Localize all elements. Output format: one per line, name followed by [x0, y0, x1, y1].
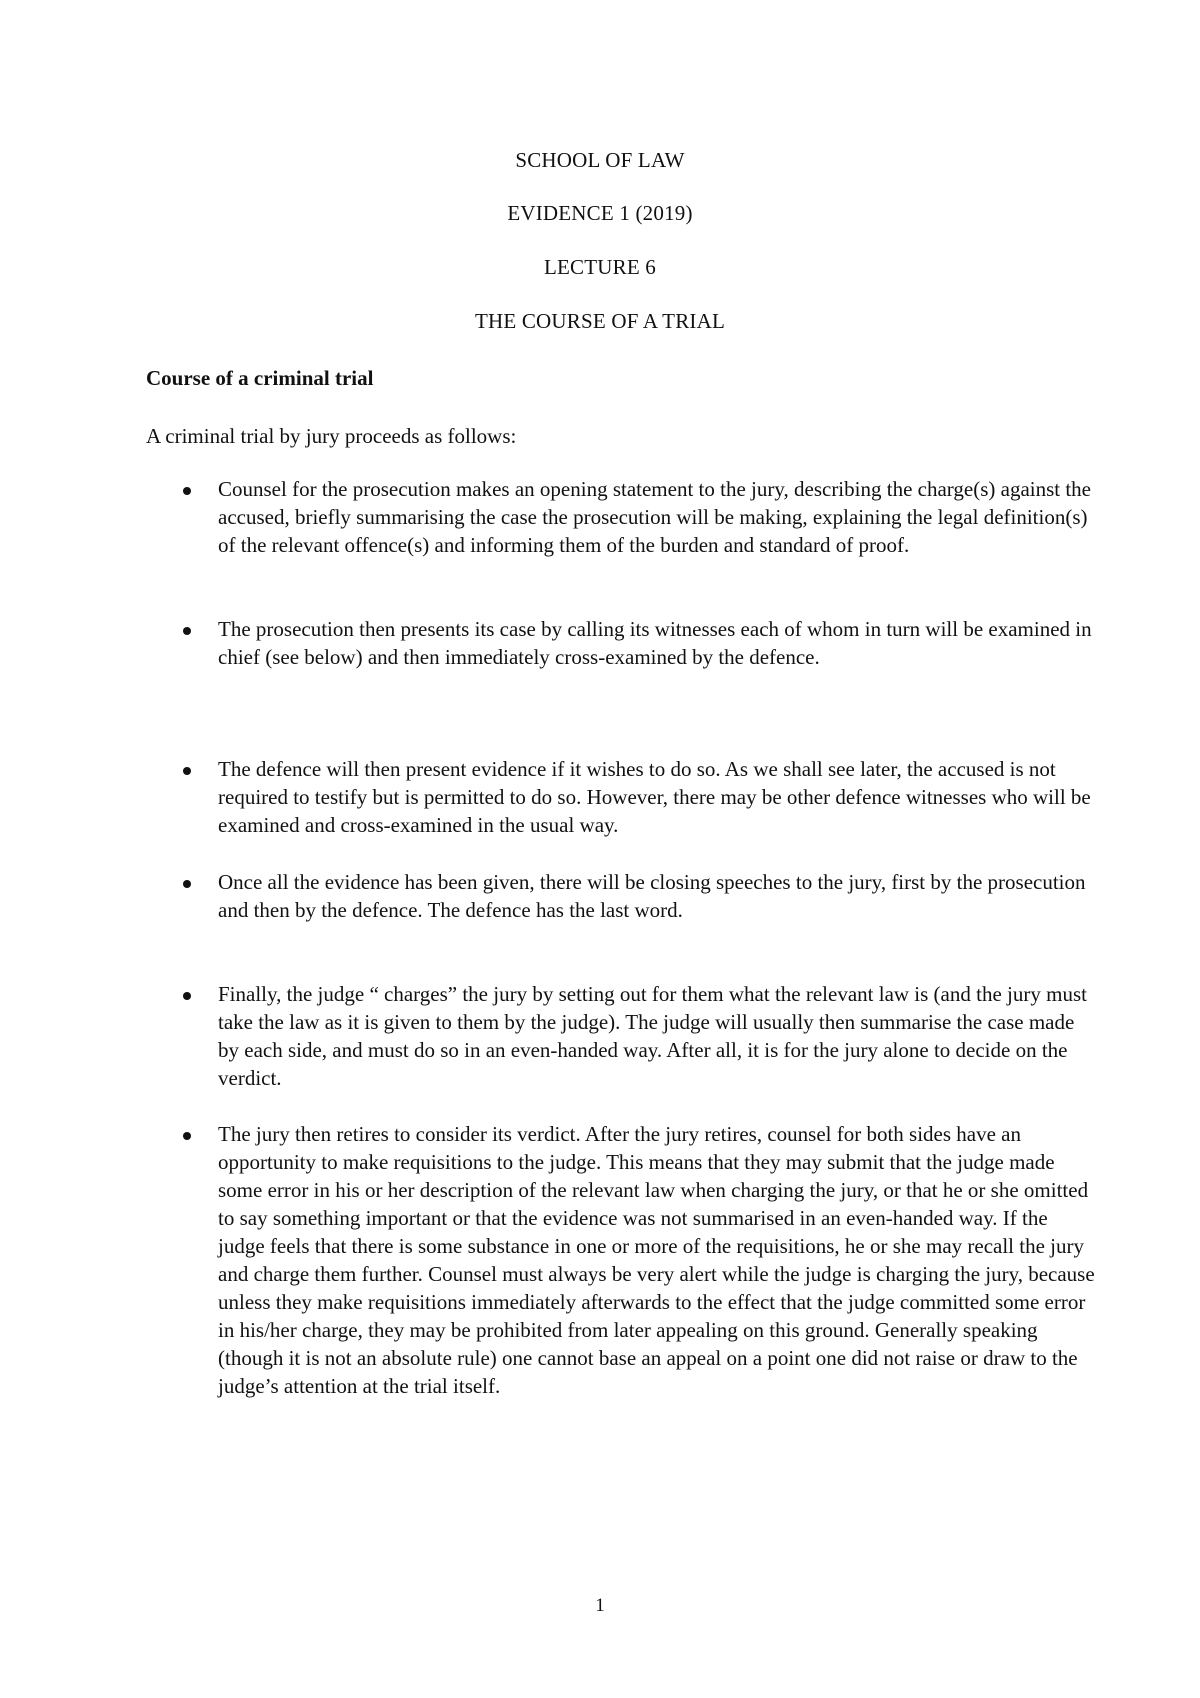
list-item-text: The defence will then present evidence if it wishes to do so. As we shall see later, the accused is not required to testify but is permitted to do so. However, there may be other defence witnesses who will be examined and cross-examined in the usual way. — [218, 757, 1091, 837]
page-number: 1 — [595, 1595, 605, 1616]
course-heading: EVIDENCE 1 (2019) — [507, 201, 693, 225]
bullet-icon — [183, 992, 191, 1000]
bullet-icon — [183, 767, 191, 775]
list-item-text: Finally, the judge “ charges” the jury by setting out for them what the relevant law is (and the jury must take the law as it is given to them by the judge). The judge will usually then summarise the case made by each side, and must do so in an even-handed way. After all, it is for the jury alone to decide on the verdict. — [218, 982, 1087, 1090]
bullet-icon — [183, 487, 191, 495]
section-intro: A criminal trial by jury proceeds as follows: — [146, 424, 517, 448]
list-item-text: The prosecution then presents its case by calling its witnesses each of whom in turn will be examined in chief (see below) and then immediately cross-examined by the defence. — [218, 617, 1092, 669]
section-title: Course of a criminal trial — [146, 366, 374, 390]
list-item-text: Counsel for the prosecution makes an opening statement to the jury, describing the charge(s) against the accused, briefly summarising the case the prosecution will be making, explaining the legal definition(s) of the relevant offence(s) and informing them of the burden and standard of proof. — [218, 477, 1092, 557]
school-heading: SCHOOL OF LAW — [515, 148, 685, 172]
lecture-heading: LECTURE 6 — [543, 255, 657, 279]
bullet-icon — [183, 627, 191, 635]
list-item-text: Once all the evidence has been given, there will be closing speeches to the jury, first by the prosecution and then by the defence. The defence has the last word. — [218, 870, 1086, 922]
bullet-icon — [183, 880, 191, 888]
bullet-icon — [183, 1132, 191, 1140]
document-title: THE COURSE OF A TRIAL — [474, 309, 725, 333]
list-item-text: The jury then retires to consider its verdict. After the jury retires, counsel for both sides have an opportunity to make requisitions to the judge. This means that they may submit that the judge made some error in his or her description of the relevant law when charging the jury, or that he or she omitted to say something important or that the evidence was not summarised in an even-handed way. If the judge feels that there is some substance in one or more of the requisitions, he or she may recall the jury and charge them further. Counsel must always be very alert while the judge is charging the jury, because unless they make requisitions immediately afterwards to the effect that the judge committed some error in his/her charge, they may be prohibited from later appealing on this ground. Generally speaking (though it is not an absolute rule) one cannot base an appeal on a point one did not raise or draw to the judge’s attention at the trial itself. — [218, 1122, 1095, 1398]
